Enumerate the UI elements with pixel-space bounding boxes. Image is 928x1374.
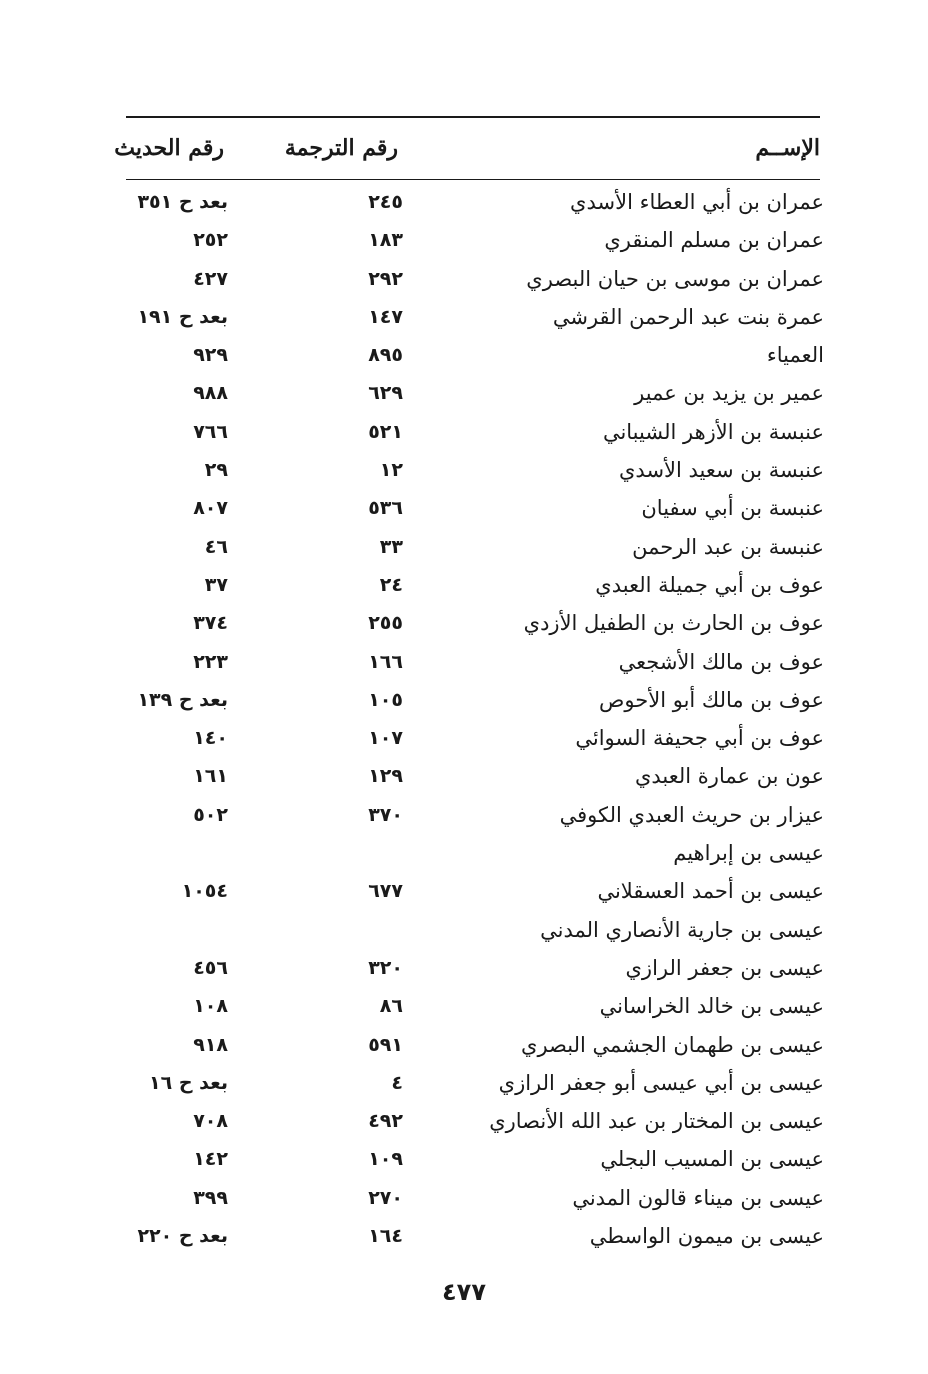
page-number: ٤٧٧ (442, 1278, 486, 1306)
entry-tarjama-number: ١٠٩ (368, 1148, 403, 1171)
table-row (0, 528, 928, 566)
entry-hadith-number: ٨٠٧ (193, 497, 228, 520)
index-table (0, 183, 928, 1255)
entry-hadith-number: ٣٧٤ (193, 612, 228, 635)
entry-name: عيسى بن أحمد العسقلاني (597, 879, 824, 904)
entry-name: عيسى بن المسيب البجلي (600, 1147, 824, 1172)
table-row (0, 489, 928, 527)
entry-name: عيسى بن ميمون الواسطي (589, 1224, 824, 1249)
table-row (0, 681, 928, 719)
table-row (0, 1102, 928, 1140)
table-row (0, 413, 928, 451)
entry-tarjama-number: ١٠٥ (368, 688, 403, 711)
entry-hadith-number: ١٦١ (193, 765, 228, 788)
entry-hadith-number: ٧٦٦ (193, 420, 228, 443)
table-row (0, 183, 928, 221)
entry-tarjama-number: ٣٢٠ (368, 956, 403, 979)
table-row (0, 911, 928, 949)
entry-tarjama-number: ١٨٣ (368, 229, 403, 252)
entry-hadith-number: ٩٨٨ (193, 382, 228, 405)
column-header-name: الإســم (755, 135, 820, 161)
entry-hadith-number: ٣٧ (204, 573, 228, 596)
entry-tarjama-number: ١٤٧ (368, 305, 403, 328)
entry-name: عمران بن موسى بن حيان البصري (526, 266, 824, 291)
table-row (0, 1064, 928, 1102)
table-row (0, 221, 928, 259)
entry-tarjama-number: ٣٧٠ (368, 803, 403, 826)
entry-tarjama-number: ٦٧٧ (368, 880, 403, 903)
table-row (0, 643, 928, 681)
table-row (0, 1026, 928, 1064)
table-row (0, 834, 928, 872)
entry-name: عيسى بن جعفر الرازي (625, 955, 824, 980)
entry-name: عيزار بن حريث العبدي الكوفي (559, 802, 824, 827)
entry-hadith-number: ٩١٨ (193, 1033, 228, 1056)
entry-name: عوف بن أبي جميلة العبدي (595, 572, 824, 597)
column-header-tarjama: رقم الترجمة (284, 135, 398, 161)
entry-hadith-number: ١٠٥٤ (181, 880, 228, 903)
entry-name: عمران بن أبي العطاء الأسدي (570, 190, 824, 214)
entry-tarjama-number: ٥٩١ (368, 1033, 403, 1056)
entry-hadith-number: ٣٩٩ (193, 1186, 228, 1209)
table-row (0, 451, 928, 489)
entry-hadith-number: بعد ح ١٩١ (137, 305, 228, 328)
entry-tarjama-number: ١٢٩ (368, 765, 403, 788)
entry-hadith-number: بعد ح ٣٥١ (137, 191, 228, 213)
entry-hadith-number: ٤٦ (204, 535, 228, 558)
entry-hadith-number: بعد ح ١٦ (149, 1071, 228, 1094)
entry-name: عيسى بن أبي عيسى أبو جعفر الرازي (498, 1070, 824, 1095)
entry-tarjama-number: ٦٢٩ (368, 382, 403, 405)
entry-hadith-number: ١٤٢ (193, 1148, 228, 1171)
entry-name: عيسى بن خالد الخراساني (599, 994, 824, 1019)
entry-tarjama-number: ١٠٧ (368, 727, 403, 750)
entry-hadith-number: بعد ح ١٣٩ (137, 688, 228, 711)
entry-name: العمياء (766, 343, 824, 368)
entry-tarjama-number: ٥٢١ (368, 420, 403, 443)
entry-tarjama-number: ٢٩٢ (368, 267, 403, 290)
column-header-hadith: رقم الحديث (114, 135, 224, 161)
table-row (0, 1217, 928, 1255)
entry-name: عنبسة بن سعيد الأسدي (618, 458, 824, 483)
entry-tarjama-number: ٢٧٠ (368, 1186, 403, 1209)
entry-hadith-number: بعد ح ٢٢٠ (137, 1225, 228, 1248)
entry-tarjama-number: ١٦٤ (368, 1225, 403, 1248)
entry-tarjama-number: ٢٤٥ (368, 191, 403, 213)
entry-name: عيسى بن جارية الأنصاري المدني (540, 917, 824, 942)
table-row (0, 1140, 928, 1178)
entry-name: عوف بن مالك أبو الأحوص (599, 687, 824, 712)
entry-name: عوف بن الحارث بن الطفيل الأزدي (523, 611, 824, 636)
entry-tarjama-number: ٣٣ (379, 535, 403, 558)
table-row (0, 298, 928, 336)
entry-hadith-number: ١٤٠ (193, 727, 228, 750)
table-row (0, 987, 928, 1025)
table-row (0, 604, 928, 642)
entry-name: عيسى بن طهمان الجشمي البصري (521, 1032, 824, 1057)
entry-hadith-number: ٢٩ (204, 459, 228, 482)
entry-hadith-number: ٢٥٢ (193, 229, 228, 252)
table-row (0, 336, 928, 374)
entry-name: عون بن عمارة العبدي (634, 764, 824, 789)
entry-tarjama-number: ٤٩٢ (368, 1110, 403, 1133)
entry-tarjama-number: ٢٥٥ (368, 612, 403, 635)
entry-name: عنبسة بن الأزهر الشيباني (602, 419, 824, 444)
top-rule (126, 116, 820, 118)
entry-tarjama-number: ١٦٦ (368, 650, 403, 673)
table-row (0, 949, 928, 987)
entry-hadith-number: ٥٠٢ (193, 803, 228, 826)
entry-hadith-number: ٤٢٧ (193, 267, 228, 290)
entry-hadith-number: ٧٠٨ (193, 1110, 228, 1133)
entry-name: عيسى بن المختار بن عبد الله الأنصاري (489, 1109, 824, 1134)
entry-name: عنبسة بن عبد الرحمن (632, 534, 824, 559)
table-row (0, 796, 928, 834)
entry-name: عيسى بن ميناء قالون المدني (572, 1185, 824, 1210)
table-row (0, 260, 928, 298)
entry-tarjama-number: ٢٤ (379, 573, 403, 596)
entry-name: عمرة بنت عبد الرحمن القرشي (552, 304, 824, 329)
entry-tarjama-number: ٥٣٦ (368, 497, 403, 520)
entry-hadith-number: ٤٥٦ (193, 956, 228, 979)
entry-name: عمير بن يزيد بن عمير (634, 381, 824, 406)
table-row (0, 757, 928, 795)
entry-hadith-number: ٢٢٣ (193, 650, 228, 673)
entry-name: عنبسة بن أبي سفيان (641, 496, 824, 521)
table-row (0, 719, 928, 757)
entry-tarjama-number: ١٢ (379, 459, 403, 482)
table-row (0, 872, 928, 910)
entry-hadith-number: ١٠٨ (193, 995, 228, 1018)
entry-tarjama-number: ٤ (391, 1071, 403, 1094)
entry-name: عوف بن مالك الأشجعي (618, 649, 824, 674)
entry-name: عوف بن أبي جحيفة السوائي (575, 726, 824, 751)
table-row (0, 566, 928, 604)
entry-tarjama-number: ٨٦ (379, 995, 403, 1018)
entry-tarjama-number: ٨٩٥ (368, 344, 403, 367)
entry-name: عيسى بن إبراهيم (673, 841, 824, 866)
entry-hadith-number: ٩٢٩ (193, 344, 228, 367)
header-rule (126, 179, 820, 180)
table-row (0, 374, 928, 412)
table-row (0, 1179, 928, 1217)
entry-name: عمران بن مسلم المنقري (604, 228, 824, 253)
